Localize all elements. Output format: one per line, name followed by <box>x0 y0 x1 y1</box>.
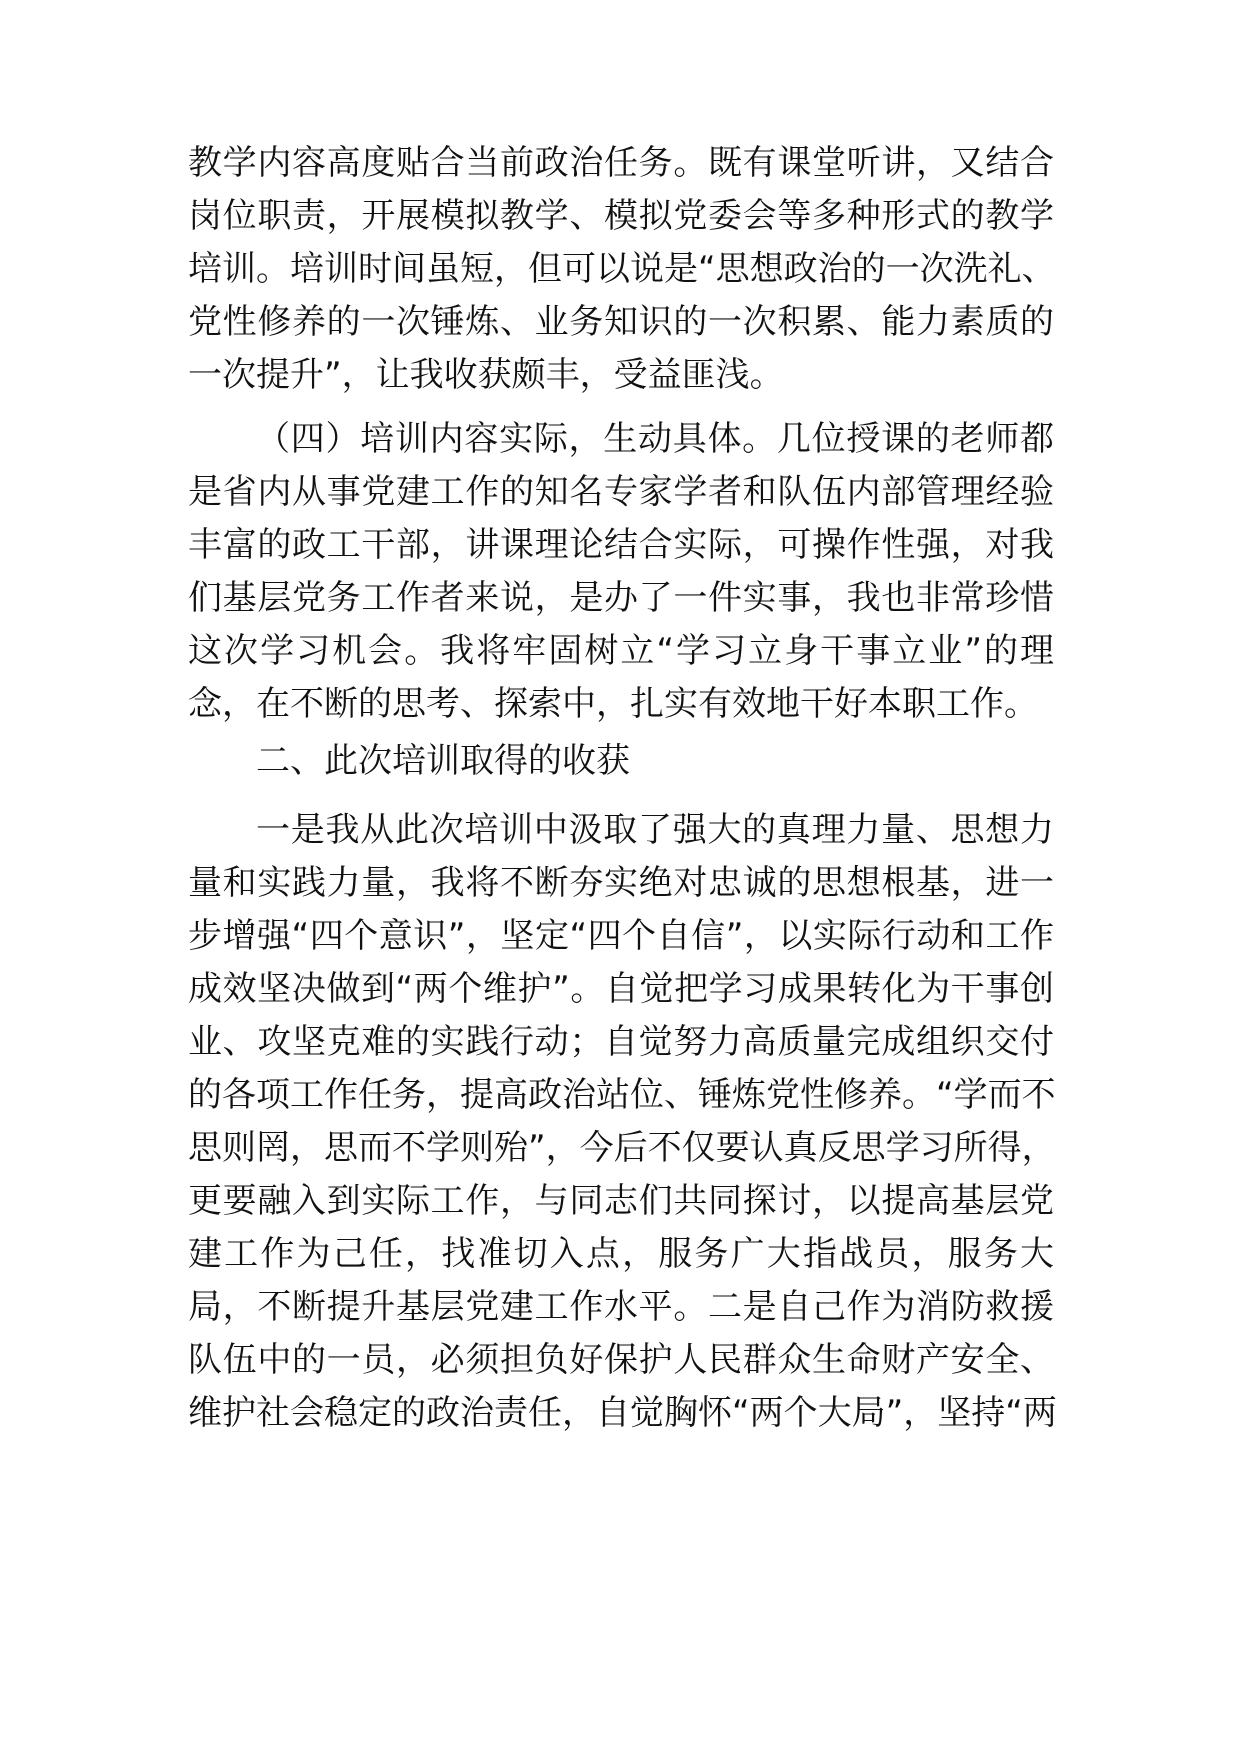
section-heading: 二、此次培训取得的收获 <box>256 741 630 781</box>
text-line: 步增强“四个意识”，坚定“四个自信”，以实际行动和工作 <box>188 916 1054 956</box>
text-line: 这次学习机会。我将牢固树立“学习立身干事立业”的理 <box>188 631 1054 671</box>
text-line: 的各项工作任务，提高政治站位、锤炼党性修养。“学而不 <box>188 1075 1056 1115</box>
text-line: 一次提升”，让我收获颇丰，受益匪浅。 <box>188 355 784 395</box>
text-line: 业、攻坚克难的实践行动；自觉努力高质量完成组织交付 <box>188 1022 1054 1062</box>
text-line: 教学内容高度贴合当前政治任务。既有课堂听讲，又结合 <box>188 143 1054 183</box>
text-line: （四）培训内容实际，生动具体。几位授课的老师都 <box>256 419 1054 459</box>
text-line: 丰富的政工干部，讲课理论结合实际，可操作性强，对我 <box>188 525 1054 565</box>
text-line: 成效坚决做到“两个维护”。自觉把学习成果转化为干事创 <box>188 969 1054 1009</box>
text-line: 念，在不断的思考、探索中，扎实有效地干好本职工作。 <box>188 684 1038 724</box>
text-line: 局，不断提升基层党建工作水平。二是自己作为消防救援 <box>188 1287 1054 1327</box>
text-line: 培训。培训时间虽短，但可以说是“思想政治的一次洗礼、 <box>188 249 1056 289</box>
text-line: 思则罔，思而不学则殆”，今后不仅要认真反思学习所得， <box>188 1128 1056 1168</box>
text-line: 建工作为己任，找准切入点，服务广大指战员，服务大 <box>188 1234 1054 1274</box>
text-line: 一是我从此次培训中汲取了强大的真理力量、思想力 <box>256 810 1054 850</box>
text-line: 们基层党务工作者来说，是办了一件实事，我也非常珍惜 <box>188 578 1054 618</box>
text-line: 队伍中的一员，必须担负好保护人民群众生命财产安全、 <box>188 1340 1054 1380</box>
text-line: 是省内从事党建工作的知名专家学者和队伍内部管理经验 <box>188 472 1054 512</box>
text-line: 岗位职责，开展模拟教学、模拟党委会等多种形式的教学 <box>188 196 1054 236</box>
text-line: 党性修养的一次锤炼、业务知识的一次积累、能力素质的 <box>188 302 1054 342</box>
text-line: 更要融入到实际工作，与同志们共同探讨，以提高基层党 <box>188 1181 1054 1221</box>
text-line: 维护社会稳定的政治责任，自觉胸怀“两个大局”，坚持“两 <box>188 1393 1057 1433</box>
text-line: 量和实践力量，我将不断夯实绝对忠诚的思想根基，进一 <box>188 863 1054 903</box>
